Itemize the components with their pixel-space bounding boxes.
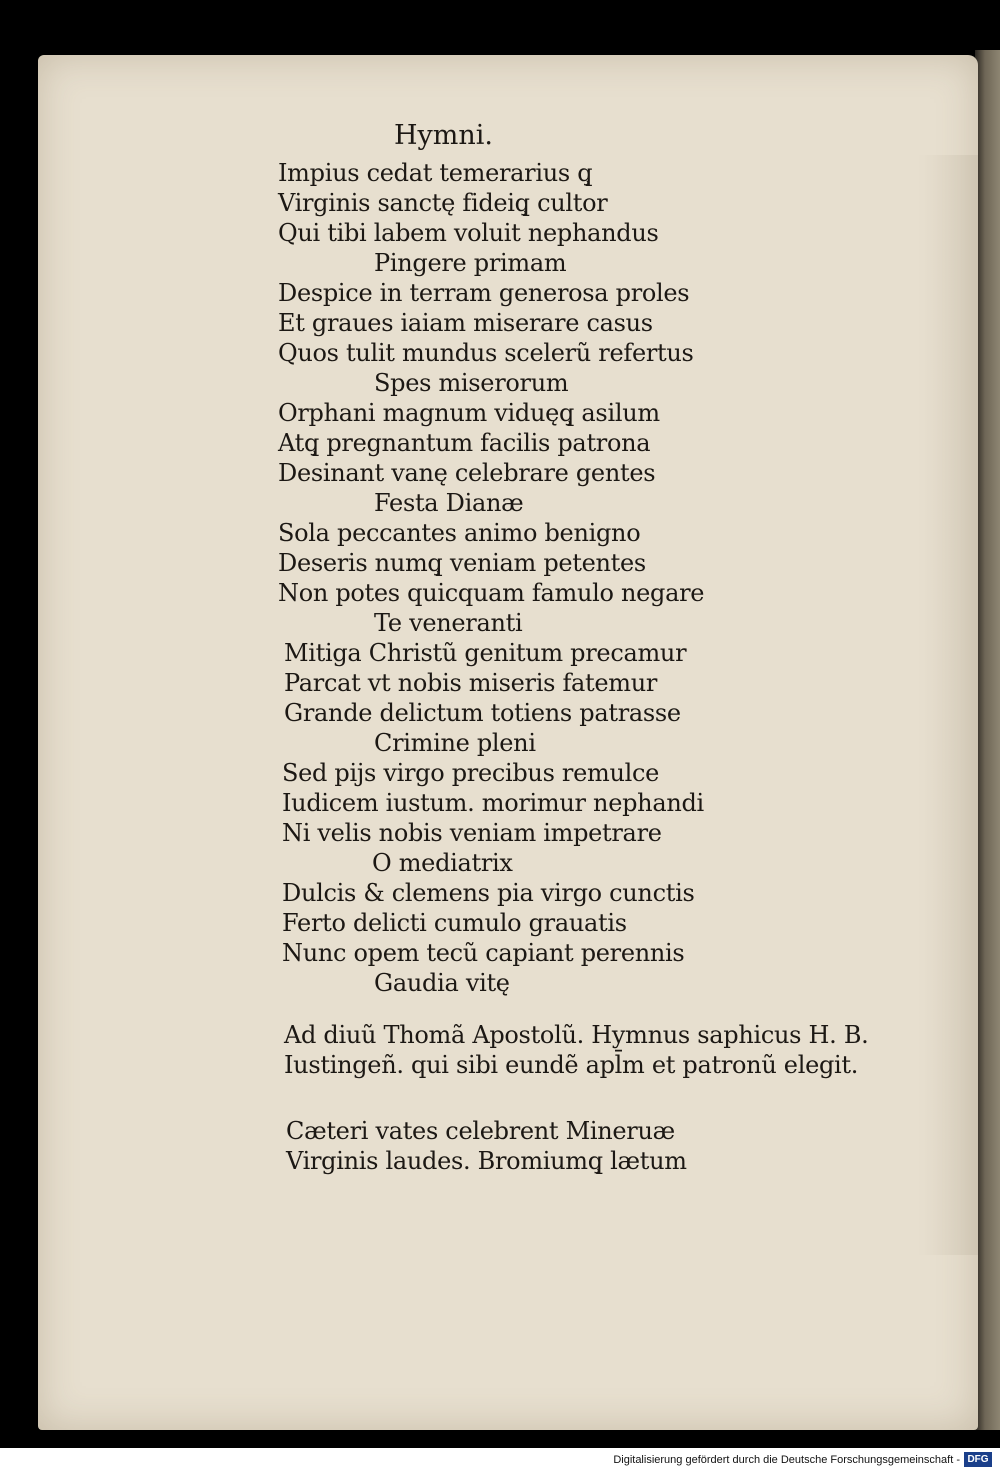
verse-line: Impius cedat temerarius q̧ bbox=[278, 159, 593, 187]
hymn-heading: Iustingeñ. qui sibi eundẽ apl̄m et patronũ elegit. bbox=[284, 1051, 859, 1079]
verse-line: Quos tulit mundus scelerũ refertus bbox=[278, 339, 694, 367]
verse-line: Grande delictum totiens patrasse bbox=[284, 699, 681, 727]
verse-line: Qui tibi labem voluit nephandus bbox=[278, 219, 659, 247]
funding-credit: Digitalisierung gefördert durch die Deutsche Forschungsgemeinschaft - bbox=[613, 1454, 960, 1466]
dfg-logo-icon: DFG bbox=[964, 1452, 992, 1467]
verse-line-indented: Te veneranti bbox=[374, 609, 523, 637]
verse-line-indented: Crimine pleni bbox=[374, 729, 536, 757]
verse-line: Dulcis & clemens pia virgo cunctis bbox=[282, 879, 695, 907]
verse-line: Non potes quicquam famulo negare bbox=[278, 579, 705, 607]
verse-line: Sed pijs virgo precibus remulce bbox=[282, 759, 660, 787]
verse-line: Ni velis nobis veniam impetrare bbox=[282, 819, 662, 847]
verse-line: Mitiga Christũ genitum precamur bbox=[284, 639, 687, 667]
verse-line: Atq̧ pregnantum facilis patrona bbox=[278, 429, 651, 457]
verse-line: Virginis laudes. Bromiumq̧ lætum bbox=[286, 1147, 687, 1175]
verse-line-indented: Pingere primam bbox=[374, 249, 567, 277]
verse-line: Parcat vt nobis miseris fatemur bbox=[284, 669, 658, 697]
adjacent-page-edge bbox=[975, 50, 1000, 1430]
page-title: Hymni. bbox=[394, 120, 494, 151]
digitization-footer bbox=[0, 1448, 1000, 1473]
verse-line: Nunc opem tecũ capiant perennis bbox=[282, 939, 685, 967]
verse-line: Sola peccantes animo benigno bbox=[278, 519, 641, 547]
verse-line: Virginis sanctę fideiq̧ cultor bbox=[278, 189, 608, 217]
verse-line: Et graues iaiam miserare casus bbox=[278, 309, 653, 337]
verse-line: Desinant vanę celebrare gentes bbox=[278, 459, 656, 487]
verse-line-indented: Festa Dianæ bbox=[374, 489, 524, 517]
verse-line-indented: Spes miserorum bbox=[374, 369, 569, 397]
verse-line: Despice in terram generosa proles bbox=[278, 279, 690, 307]
verse-line: Iudicem iustum. morimur nephandi bbox=[282, 789, 704, 817]
page-text bbox=[38, 55, 978, 1430]
verse-line: Orphani magnum viduęq̧ asilum bbox=[278, 399, 660, 427]
verse-line: Cæteri vates celebrent Mineruæ bbox=[286, 1117, 675, 1145]
verse-line-indented: Gaudia vitę bbox=[374, 969, 510, 997]
book-page bbox=[38, 55, 978, 1430]
verse-line: Deseris numq̧ veniam petentes bbox=[278, 549, 646, 577]
hymn-heading: Ad diuũ Thomã Apostolũ. Hymnus saphicus H. B. bbox=[284, 1021, 869, 1049]
verse-line-indented: O mediatrix bbox=[372, 849, 513, 877]
verse-line: Ferto delicti cumulo grauatis bbox=[282, 909, 627, 937]
